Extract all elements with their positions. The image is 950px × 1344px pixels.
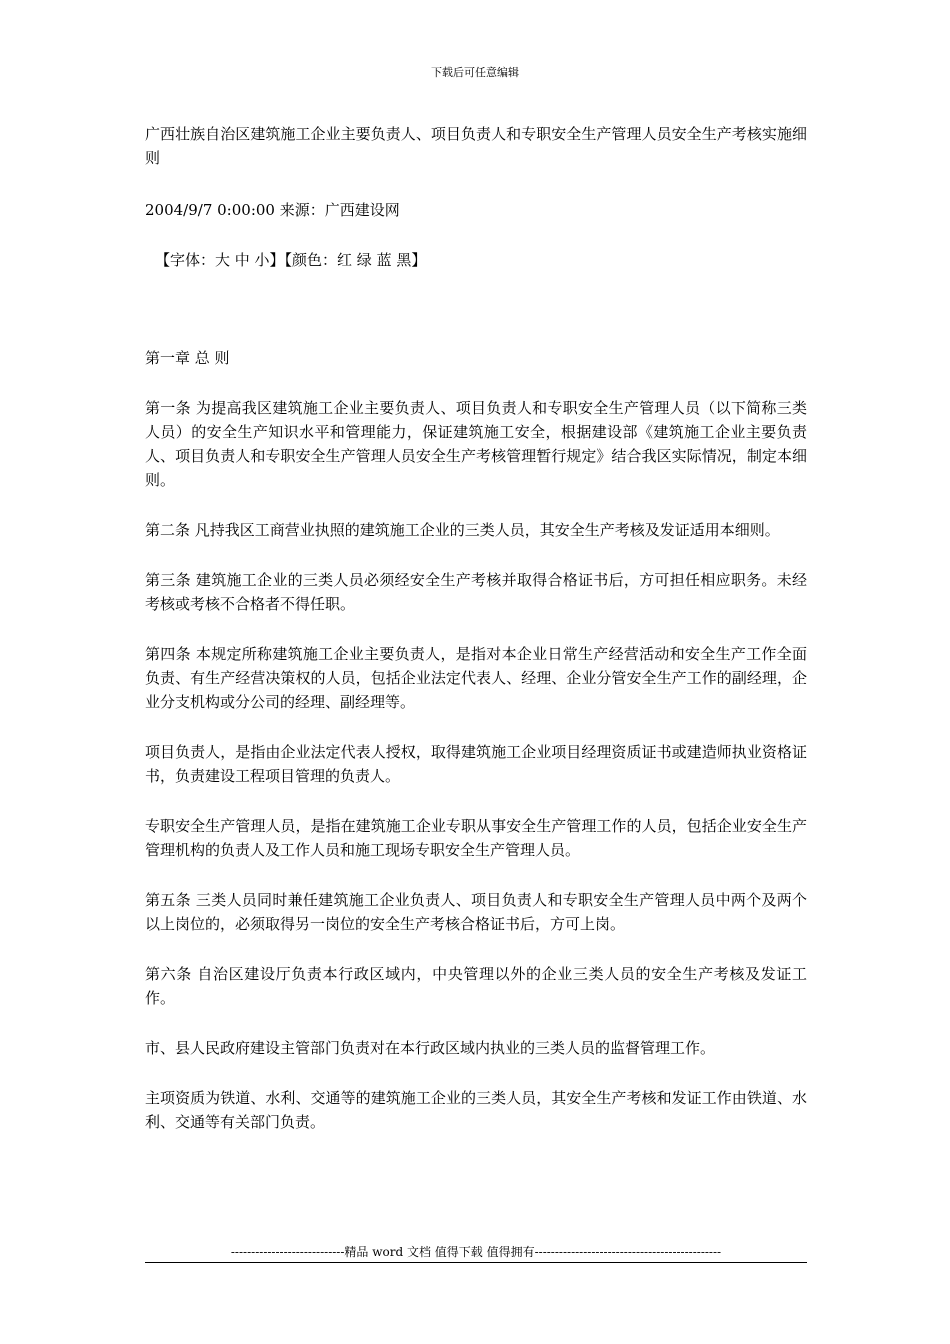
article-paragraph: 第三条 建筑施工企业的三类人员必须经安全生产考核并取得合格证书后，方可担任相应职务。未经考核或考核不合格者不得任职。 bbox=[145, 571, 807, 613]
font-color-options: 【字体：大 中 小】【颜色：红 绿 蓝 黑】 bbox=[155, 251, 427, 269]
article-paragraph: 主项资质为铁道、水利、交通等的建筑施工企业的三类人员，其安全生产考核和发证工作由铁道、水利、交通等有关部门负责。 bbox=[145, 1089, 807, 1131]
article-paragraph: 第二条 凡持我区工商营业执照的建筑施工企业的三类人员，其安全生产考核及发证适用本细则。 bbox=[145, 521, 780, 539]
footer-divider bbox=[145, 1262, 807, 1263]
footer-note: ----------------------------精品 word 文档 值得下载 值得拥有---------------------------------------------- bbox=[230, 1245, 722, 1259]
article-paragraph: 项目负责人，是指由企业法定代表人授权，取得建筑施工企业项目经理资质证书或建造师执业资格证书，负责建设工程项目管理的负责人。 bbox=[145, 743, 807, 785]
article-paragraph: 第五条 三类人员同时兼任建筑施工企业负责人、项目负责人和专职安全生产管理人员中两个及两个以上岗位的，必须取得另一岗位的安全生产考核合格证书后，方可上岗。 bbox=[145, 891, 807, 933]
article-paragraph: 第六条 自治区建设厅负责本行政区域内，中央管理以外的企业三类人员的安全生产考核及发证工作。 bbox=[145, 965, 807, 1007]
page-header-note: 下载后可任意编辑 bbox=[431, 66, 519, 79]
chapter-heading: 第一章 总 则 bbox=[145, 349, 230, 367]
document-title: 广西壮族自治区建筑施工企业主要负责人、项目负责人和专职安全生产管理人员安全生产考核实施细则 bbox=[145, 125, 807, 167]
article-paragraph: 市、县人民政府建设主管部门负责对在本行政区域内执业的三类人员的监督管理工作。 bbox=[145, 1039, 716, 1057]
article-paragraph: 专职安全生产管理人员，是指在建筑施工企业专职从事安全生产管理工作的人员，包括企业安全生产管理机构的负责人及工作人员和施工现场专职安全生产管理人员。 bbox=[145, 817, 807, 859]
publish-meta: 2004/9/7 0:00:00 来源：广西建设网 bbox=[145, 201, 400, 219]
article-paragraph: 第一条 为提高我区建筑施工企业主要负责人、项目负责人和专职安全生产管理人员（以下简称三类人员）的安全生产知识水平和管理能力，保证建筑施工安全，根据建设部《建筑施工企业主要负责人、项目负责人和专职安全生产管理人员安全生产考核管理暂行规定》结合我区实际情况，制定本细则。 bbox=[145, 399, 807, 489]
article-paragraph: 第四条 本规定所称建筑施工企业主要负责人，是指对本企业日常生产经营活动和安全生产工作全面负责、有生产经营决策权的人员，包括企业法定代表人、经理、企业分管安全生产工作的副经理，企业分支机构或分公司的经理、副经理等。 bbox=[145, 645, 807, 711]
document-body bbox=[145, 122, 807, 1160]
